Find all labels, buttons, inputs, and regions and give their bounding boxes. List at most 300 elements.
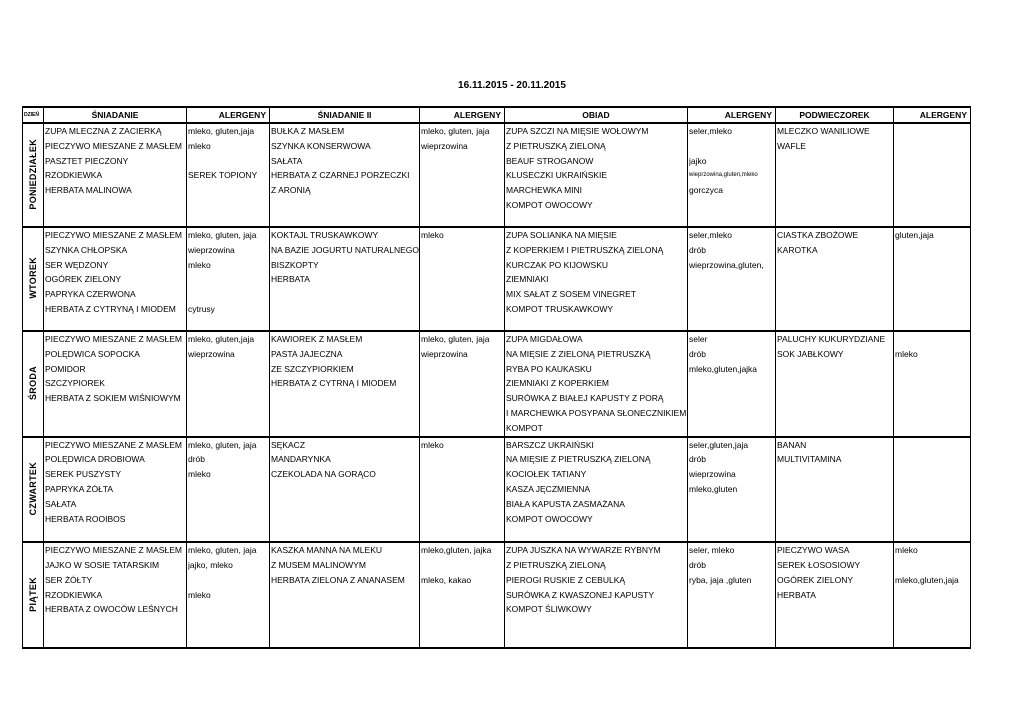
snack-allergens-cell (894, 437, 971, 543)
allergen-line (895, 526, 970, 541)
snack-cell (776, 331, 894, 437)
allergen-line (421, 497, 504, 512)
menu-item: OGÓREK ZIELONY (777, 574, 854, 585)
lunch-cell (505, 437, 688, 543)
menu-item (271, 198, 419, 213)
menu-item: HERBATA Z OWOCÓW LEŚNYCH (45, 604, 178, 615)
menu-item: RZODKIEWKA (45, 170, 103, 181)
header-lunch: OBIAD (505, 107, 688, 123)
menu-item: NA MIĘSIE Z PIETRUSZKĄ ZIELONĄ (506, 454, 651, 465)
menu-item: KOMPOT OWOCOWY (506, 513, 593, 524)
menu-item: HERBATA Z CZARNEJ PORZECZKI (271, 170, 410, 181)
menu-item: PIECZYWO MIESZANE Z MASŁEM (45, 439, 182, 450)
menu-item (777, 168, 893, 183)
allergen-line: wieprzowina (188, 244, 235, 255)
allergen-line (895, 124, 970, 139)
menu-item (777, 406, 893, 421)
menu-item (271, 602, 419, 617)
menu-item: WAFLE (777, 140, 806, 151)
header-row (23, 107, 971, 123)
menu-item (271, 421, 419, 436)
menu-item: KOMPOT TRUSKAWKOWY (506, 303, 614, 314)
allergen-line (895, 168, 970, 183)
lunch-cell (505, 123, 688, 227)
menu-item: MULTIVITAMINA (777, 454, 842, 465)
allergen-line: drób (689, 348, 707, 359)
menu-item: ZUPA MLECZNA Z ZACIERKĄ (45, 126, 162, 136)
menu-item (777, 617, 893, 632)
allergen-line (689, 512, 775, 527)
header-day: DZIEŃ (23, 107, 44, 123)
allergen-line: mleko,gluten (689, 483, 738, 494)
allergen-line: drób (689, 559, 707, 570)
allergen-line (895, 272, 970, 287)
menu-item (777, 183, 893, 198)
menu-item (506, 632, 687, 647)
allergen-line (188, 154, 269, 169)
allergen-line (895, 243, 970, 258)
allergen-line: wieprzowina,gluten, (689, 259, 764, 270)
menu-item (777, 272, 893, 287)
allergen-line (188, 272, 269, 287)
allergen-line (421, 258, 504, 273)
allergen-line (188, 183, 269, 198)
allergen-line (895, 332, 970, 347)
allergen-line (689, 497, 775, 512)
menu-item: RZODKIEWKA (45, 589, 103, 600)
lunch-cell (505, 542, 688, 648)
allergen-line (188, 497, 269, 512)
allergen-line: wieprzowina (689, 469, 736, 480)
breakfast2-allergens-cell (420, 123, 505, 227)
allergen-line: wieprzowina,gluten,mleko (689, 172, 758, 179)
header-breakfast-allergens: ALERGENY (187, 107, 270, 123)
menu-item (777, 362, 893, 377)
allergen-line (188, 391, 269, 406)
menu-item: MIX SAŁAT Z SOSEM VINEGRET (506, 289, 637, 300)
allergen-line: mleko,gluten,jaja (895, 574, 959, 585)
breakfast-cell (44, 542, 187, 648)
menu-item: PIECZYWO MIESZANE Z MASŁEM (45, 140, 182, 151)
allergen-line (895, 154, 970, 169)
menu-item (777, 287, 893, 302)
allergen-line (188, 482, 269, 497)
breakfast2-cell (270, 227, 420, 331)
day-row (23, 227, 971, 331)
allergen-line (421, 558, 504, 573)
allergen-line: mleko (895, 545, 918, 556)
header-breakfast2: ŚNIADANIE II (270, 107, 420, 123)
allergen-line (188, 287, 269, 302)
breakfast2-allergens-cell (420, 331, 505, 437)
allergen-line (895, 139, 970, 154)
lunch-allergens-cell (688, 123, 776, 227)
menu-item (45, 406, 186, 421)
allergen-line: mleko (188, 469, 211, 480)
allergen-line (188, 421, 269, 436)
allergen-line (421, 154, 504, 169)
menu-item: NA MIĘSIE Z ZIELONĄ PIETRUSZKĄ (506, 348, 651, 359)
menu-item: Z KOPERKIEM I PIETRUSZKĄ ZIELONĄ (506, 244, 664, 255)
menu-item: BISZKOPTY (271, 259, 319, 270)
lunch-cell (505, 331, 688, 437)
allergen-line (421, 482, 504, 497)
allergen-line (895, 632, 970, 647)
menu-item: Z PIETRUSZKĄ ZIELONĄ (506, 559, 606, 570)
breakfast2-cell (270, 437, 420, 543)
day-cell (23, 542, 44, 648)
breakfast-allergens-cell (187, 542, 270, 648)
menu-item (777, 482, 893, 497)
allergen-line: mleko,gluten, jajka (421, 545, 492, 556)
menu-item: HERBATA (271, 274, 310, 285)
allergen-line (895, 376, 970, 391)
allergen-line: wieprzowina (421, 348, 468, 359)
allergen-line: mleko (188, 589, 211, 600)
allergen-line (421, 452, 504, 467)
menu-item: HERBATA Z SOKIEM WIŚNIOWYM (45, 393, 181, 404)
allergen-line (421, 632, 504, 647)
allergen-line (895, 438, 970, 453)
menu-item: SURÓWKA Z KWASZONEJ KAPUSTY (506, 589, 654, 600)
menu-item (271, 302, 419, 317)
allergen-line (421, 421, 504, 436)
menu-item: POMIDOR (45, 363, 86, 374)
menu-item: CIASTKA ZBOŻOWE (777, 230, 859, 240)
day-label: ŚRODA (28, 365, 38, 400)
day-row (23, 123, 971, 227)
allergen-line (188, 602, 269, 617)
menu-item: PAPRYKA CZERWONA (45, 289, 136, 300)
menu-item: BUŁKA Z MASŁEM (271, 126, 345, 136)
allergen-line (188, 632, 269, 647)
header-snack: PODWIECZOREK (776, 107, 894, 123)
menu-item (777, 526, 893, 541)
menu-item (271, 391, 419, 406)
menu-item: KASZKA MANNA NA MLEKU (271, 545, 383, 556)
menu-item: HERBATA Z CYTRYNĄ I MIODEM (45, 303, 176, 314)
menu-item: KURCZAK PO KIJOWSKU (506, 259, 609, 270)
menu-item: KOMPOT OWOCOWY (506, 199, 593, 210)
allergen-line (421, 302, 504, 317)
lunch-allergens-cell (688, 542, 776, 648)
menu-item: SZCZYPIOREK (45, 378, 105, 389)
day-cell (23, 331, 44, 437)
menu-item: SER ŻÓŁTY (45, 574, 93, 585)
menu-item: PIEROGI RUSKIE Z CEBULKĄ (506, 574, 626, 585)
menu-item: RYBA PO KAUKASKU (506, 363, 592, 374)
menu-item: SURÓWKA Z BIAŁEJ KAPUSTY Z PORĄ (506, 393, 664, 404)
menu-item: ZUPA JUSZKA NA WYWARZE RYBNYM (506, 545, 661, 556)
allergen-line: mleko, gluten, jaja (188, 439, 257, 450)
menu-item: PASTA JAJECZNA (271, 348, 343, 359)
weekly-menu-table (22, 106, 971, 649)
menu-item: BIAŁA KAPUSTA ZASMAŻANA (506, 498, 625, 509)
allergen-line (421, 272, 504, 287)
allergen-line: mleko, gluten,jaja (188, 334, 255, 344)
menu-item: OGÓREK ZIELONY (45, 274, 122, 285)
allergen-line (895, 421, 970, 436)
menu-item (45, 198, 186, 213)
allergen-line: mleko (421, 439, 444, 450)
menu-item (45, 632, 186, 647)
allergen-line (421, 512, 504, 527)
menu-item (271, 497, 419, 512)
lunch-cell (505, 227, 688, 331)
menu-item: PIECZYWO MIESZANE Z MASŁEM (45, 334, 182, 344)
allergen-line (421, 467, 504, 482)
breakfast2-allergens-cell (420, 542, 505, 648)
menu-item (777, 198, 893, 213)
menu-item (777, 467, 893, 482)
snack-allergens-cell (894, 227, 971, 331)
allergen-line (689, 272, 775, 287)
day-label: WTOREK (28, 257, 38, 299)
allergen-line: mleko, kakao (421, 574, 472, 585)
header-breakfast2-allergens: ALERGENY (420, 107, 505, 123)
page-title: 16.11.2015 - 20.11.2015 (458, 80, 566, 91)
allergen-line: drób (689, 244, 707, 255)
menu-item (777, 602, 893, 617)
menu-item: BEAUF STROGANOW (506, 155, 594, 166)
menu-item: ZIEMNIAKI (506, 274, 549, 285)
allergen-line: mleko (188, 140, 211, 151)
lunch-allergens-cell (688, 227, 776, 331)
allergen-line (188, 617, 269, 632)
menu-item: KLUSECZKI UKRAIŃSKIE (506, 170, 608, 181)
menu-item: KAWIOREK Z MASŁEM (271, 334, 363, 344)
menu-item: BANAN (777, 439, 807, 450)
allergen-line: wieprzowina (421, 140, 468, 151)
menu-item (45, 526, 186, 541)
day-row (23, 542, 971, 648)
breakfast2-allergens-cell (420, 227, 505, 331)
menu-item (777, 258, 893, 273)
day-row (23, 437, 971, 543)
allergen-line: mleko, gluten, jaja (421, 126, 490, 136)
snack-allergens-cell (894, 331, 971, 437)
snack-cell (776, 227, 894, 331)
allergen-line (421, 602, 504, 617)
snack-cell (776, 437, 894, 543)
allergen-line: mleko (895, 348, 918, 359)
allergen-line: seler,gluten,jaja (689, 439, 749, 450)
menu-item (777, 512, 893, 527)
menu-item: MANDARYNKA (271, 454, 331, 465)
menu-item (45, 617, 186, 632)
allergen-line: mleko, gluten, jaja (421, 334, 490, 344)
menu-item (271, 287, 419, 302)
menu-item (506, 526, 687, 541)
menu-item (777, 632, 893, 647)
allergen-line (188, 198, 269, 213)
menu-item: HERBATA ROOIBOS (45, 513, 126, 524)
allergen-line (895, 452, 970, 467)
menu-item: Z PIETRUSZKĄ ZIELONĄ (506, 140, 606, 151)
breakfast-cell (44, 123, 187, 227)
menu-item (506, 617, 687, 632)
allergen-line: drób (188, 454, 206, 465)
breakfast2-cell (270, 331, 420, 437)
allergen-line (689, 406, 775, 421)
menu-item (271, 406, 419, 421)
allergen-line (421, 376, 504, 391)
menu-item (271, 482, 419, 497)
allergen-line (895, 287, 970, 302)
menu-item (777, 391, 893, 406)
menu-item: PIECZYWO WASA (777, 545, 850, 556)
menu-item: KAROTKA (777, 244, 818, 255)
header-snack-allergens: ALERGENY (894, 107, 971, 123)
menu-item: JAJKO W SOSIE TATARSKIM (45, 559, 160, 570)
menu-item: PIECZYWO MIESZANE Z MASŁEM (45, 230, 182, 240)
day-label: PONIEDZIAŁEK (28, 138, 38, 210)
menu-item: MLECZKO WANILIOWE (777, 126, 870, 136)
menu-item: PAPRYKA ŻÓŁTA (45, 483, 114, 494)
allergen-line (421, 243, 504, 258)
menu-item: PALUCHY KUKURYDZIANE (777, 334, 886, 344)
menu-item: SZYNKA CHŁOPSKA (45, 244, 128, 255)
breakfast-allergens-cell (187, 123, 270, 227)
allergen-line (421, 362, 504, 377)
menu-item: HERBATA (777, 589, 816, 600)
menu-item: POLĘDWICA DROBIOWA (45, 454, 145, 465)
allergen-line (895, 302, 970, 317)
allergen-line (421, 391, 504, 406)
allergen-line (895, 467, 970, 482)
menu-item: NA BAZIE JOGURTU NATURALNEGO (271, 244, 419, 255)
allergen-line (895, 602, 970, 617)
breakfast-cell (44, 331, 187, 437)
allergen-line (689, 617, 775, 632)
menu-item: HERBATA ZIELONA Z ANANASEM (271, 574, 405, 585)
snack-cell (776, 542, 894, 648)
day-cell (23, 123, 44, 227)
allergen-line: mleko, gluten, jaja (188, 230, 257, 240)
lunch-allergens-cell (688, 331, 776, 437)
menu-item: SER WĘDZONY (45, 259, 109, 270)
menu-item: KOMPOT (506, 422, 543, 433)
breakfast-cell (44, 227, 187, 331)
menu-item: HERBATA MALINOWA (45, 185, 132, 196)
allergen-line: mleko, gluten,jaja (188, 126, 255, 136)
menu-item: SOK JABŁKOWY (777, 348, 844, 359)
breakfast-allergens-cell (187, 331, 270, 437)
allergen-line (188, 376, 269, 391)
menu-item: MARCHEWKA MINI (506, 185, 583, 196)
menu-item: Z ARONIĄ (271, 185, 311, 196)
allergen-line (188, 362, 269, 377)
menu-item: I MARCHEWKA POSYPANA SŁONECZNIKIEM (506, 407, 687, 418)
allergen-line (895, 588, 970, 603)
menu-item: KOKTAJL TRUSKAWKOWY (271, 230, 379, 240)
menu-item (777, 154, 893, 169)
menu-item: KOMPOT ŚLIWKOWY (506, 604, 592, 615)
breakfast-allergens-cell (187, 437, 270, 543)
allergen-line: ryba, jaja ,gluten (689, 574, 752, 585)
allergen-line (689, 588, 775, 603)
breakfast-allergens-cell (187, 227, 270, 331)
allergen-line (421, 198, 504, 213)
breakfast2-cell (270, 123, 420, 227)
menu-item: POLĘDWICA SOPOCKA (45, 348, 140, 359)
allergen-line (689, 632, 775, 647)
allergen-line (895, 198, 970, 213)
allergen-line (188, 526, 269, 541)
snack-allergens-cell (894, 123, 971, 227)
allergen-line: mleko,gluten,jajka (689, 363, 758, 374)
menu-item: ZIEMNIAKI Z KOPERKIEM (506, 378, 609, 389)
allergen-line: mleko (188, 259, 211, 270)
allergen-line (188, 406, 269, 421)
menu-item (777, 421, 893, 436)
allergen-line (421, 168, 504, 183)
day-label: CZWARTEK (28, 461, 38, 516)
snack-cell (776, 123, 894, 227)
menu-item (777, 376, 893, 391)
allergen-line: gluten,jaja (895, 230, 934, 240)
allergen-line (188, 512, 269, 527)
allergen-line (689, 376, 775, 391)
menu-item: Z MUSEM MALINOWYM (271, 559, 366, 570)
allergen-line: mleko (421, 230, 444, 240)
menu-item (45, 421, 186, 436)
allergen-line (421, 183, 504, 198)
allergen-line (421, 588, 504, 603)
menu-item: CZEKOLADA NA GORĄCO (271, 469, 376, 480)
allergen-line (689, 198, 775, 213)
breakfast-cell (44, 437, 187, 543)
allergen-line (895, 512, 970, 527)
allergen-line: cytrusy (188, 303, 215, 314)
allergen-line (421, 617, 504, 632)
allergen-line: seler (689, 334, 708, 344)
allergen-line: jajko (689, 155, 707, 166)
allergen-line (895, 362, 970, 377)
menu-item (271, 512, 419, 527)
allergen-line (895, 482, 970, 497)
menu-item: KOCIOŁEK TATIANY (506, 469, 587, 480)
breakfast2-allergens-cell (420, 437, 505, 543)
menu-item (271, 632, 419, 647)
menu-item: ZUPA SZCZI NA MIĘSIE WOŁOWYM (506, 126, 649, 136)
allergen-line (421, 287, 504, 302)
menu-item (271, 526, 419, 541)
allergen-line (689, 391, 775, 406)
menu-item: HERBATA Z CYTRNĄ I MIODEM (271, 378, 397, 389)
allergen-line (895, 258, 970, 273)
menu-item: PIECZYWO MIESZANE Z MASŁEM (45, 545, 182, 556)
allergen-line (689, 287, 775, 302)
menu-item (777, 497, 893, 512)
day-label: PIĄTEK (28, 576, 38, 612)
allergen-line: mleko, gluten, jaja (188, 545, 257, 556)
allergen-line (895, 558, 970, 573)
allergen-line: seler, mleko (689, 545, 735, 556)
menu-item: ZE SZCZYPIORKIEM (271, 363, 354, 374)
menu-item: SAŁATA (45, 498, 77, 509)
allergen-line: wieprzowina (188, 348, 235, 359)
menu-item: SĘKACZ (271, 439, 306, 450)
allergen-line (689, 302, 775, 317)
day-cell (23, 227, 44, 331)
menu-item: KASZA JĘCZMIENNA (506, 483, 591, 494)
menu-item (271, 588, 419, 603)
menu-item (777, 302, 893, 317)
menu-item: ZUPA SOLIANKA NA MIĘSIE (506, 230, 617, 240)
menu-body (23, 123, 971, 648)
menu-item: SAŁATA (271, 155, 303, 166)
